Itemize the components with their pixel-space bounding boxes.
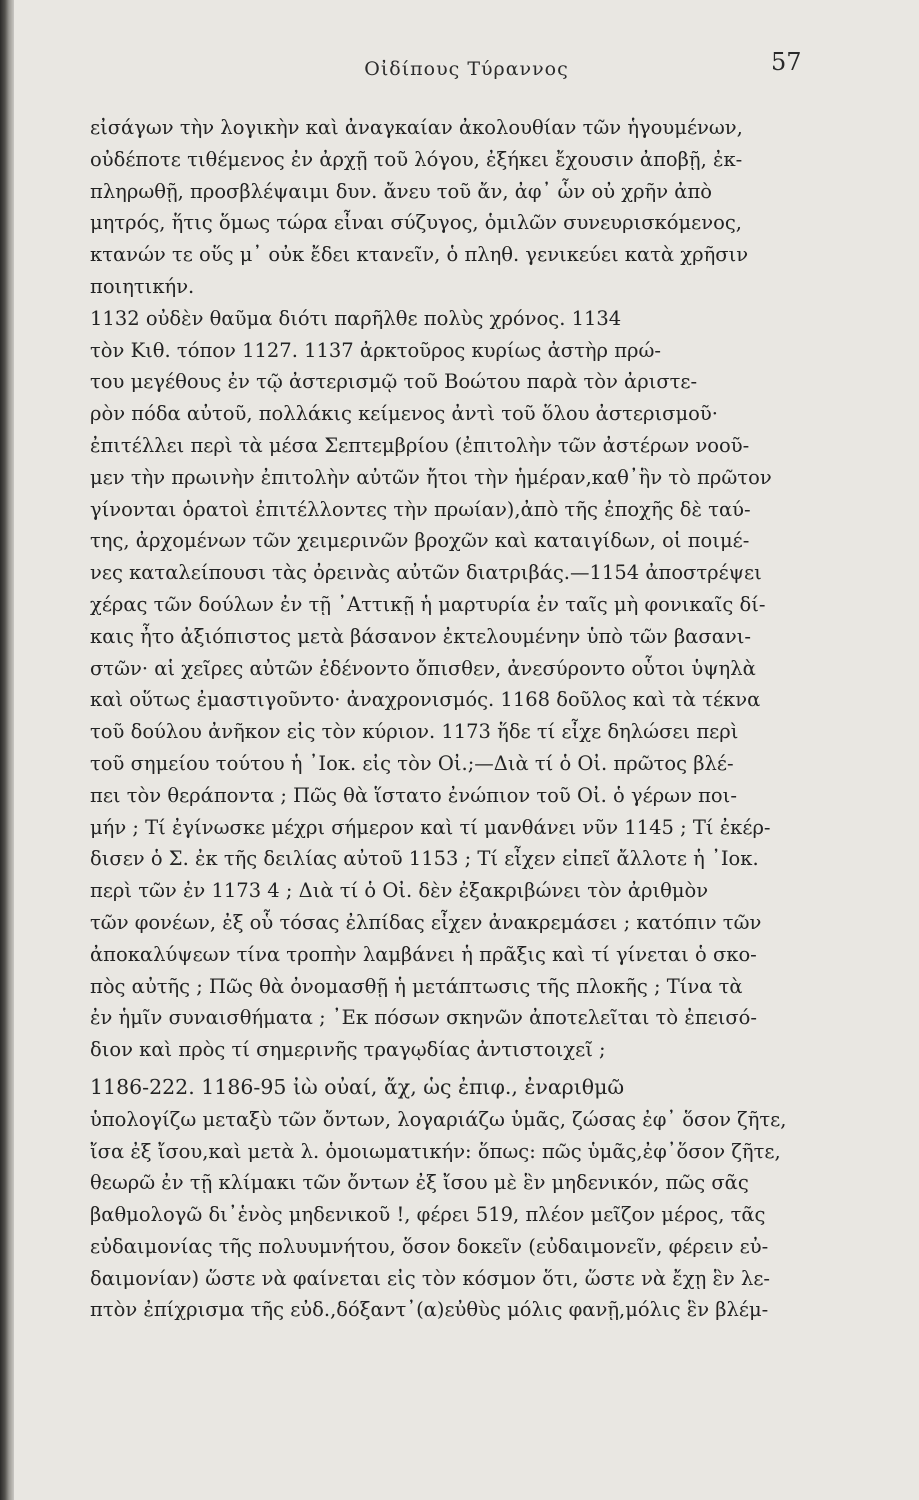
running-head: Οἰδίπους Τύραννος bbox=[364, 58, 569, 80]
text-line: της, ἀρχομένων τῶν χειμερινῶν βροχῶν καὶ καταιγίδων, οἱ ποιμέ- bbox=[90, 529, 750, 553]
page-number: 57 bbox=[771, 48, 802, 76]
text-line: τοῦ δούλου ἀνῆκον εἰς τὸν κύριον. 1173 ἥδε τί εἶχε δηλώσει περὶ bbox=[90, 720, 739, 744]
text-line: εἰσάγων τὴν λογικὴν καὶ ἀναγκαίαν ἀκολουθίαν τῶν ἡγουμένων, bbox=[90, 116, 743, 139]
text-line: μητρός, ἥτις ὅμως τώρα εἶναι σύζυγος, ὁμιλῶν συνευρισκόμενος, bbox=[90, 211, 742, 235]
text-line: ποιητικήν. bbox=[90, 274, 195, 298]
text-line: ἐν ἡμῖν συναισθήματα ; ᾿Εκ πόσων σκηνῶν ἀποτελεῖται τὸ ἐπεισό- bbox=[90, 1006, 757, 1030]
section-heading-line: 1186-222. 1186-95 ἰὼ οὐαί, ἄχ, ὡς ἐπιφ., ἐναριθμῶ bbox=[90, 1074, 625, 1099]
text-line: τοῦ σημείου τούτου ἡ ᾿Ιοκ. εἰς τὸν Οἰ.;—Διὰ τί ὁ Οἰ. πρῶτος βλέ- bbox=[90, 751, 734, 775]
text-line: δισεν ὁ Σ. ἐκ τῆς δειλίας αὐτοῦ 1153 ; Τί εἶχεν εἰπεῖ ἄλλοτε ἡ ᾿Ιοκ. bbox=[90, 847, 759, 871]
text-line: εὐδαιμονίας τῆς πολυυμνήτου, ὅσον δοκεῖν (εὐδαιμονεῖν, φέρειν εὐ- bbox=[90, 1234, 769, 1258]
book-spine-shadow bbox=[0, 0, 14, 1500]
text-line: μεν τὴν πρωινὴν ἐπιτολὴν αὐτῶν ἤτοι τὴν ἡμέραν,καθ᾽ἣν τὸ πρῶτον bbox=[90, 465, 772, 489]
text-line: κτανών τε οὕς μ᾽ οὐκ ἔδει κτανεῖν, ὁ πληθ. γενικεύει κατὰ χρῆσιν bbox=[90, 243, 749, 267]
text-line: βαθμολογῶ δι᾽ἑνὸς μηδενικοῦ !, φέρει 519, πλέον μεῖζον μέρος, τᾶς bbox=[90, 1203, 766, 1227]
text-line: γίνονται ὁρατοὶ ἐπιτέλλοντες τὴν πρωίαν),ἀπὸ τῆς ἐποχῆς δὲ ταύ- bbox=[90, 497, 751, 521]
text-line: 1132 οὐδὲν θαῦμα διότι παρῆλθε πολὺς χρόνος. 1134 bbox=[90, 306, 622, 330]
text-line: ὑπολογίζω μεταξὺ τῶν ὄντων, λογαριάζω ὑμᾶς, ζώσας ἐφ᾽ ὅσον ζῆτε, bbox=[90, 1107, 787, 1131]
text-line: πὸς αὐτῆς ; Πῶς θὰ ὀνομασθῇ ἡ μετάπτωσις τῆς πλοκῆς ; Τίνα τὰ bbox=[90, 974, 743, 998]
text-line: διον καὶ πρὸς τί σημερινῆς τραγῳδίας ἀντιστοιχεῖ ; bbox=[90, 1038, 606, 1062]
text-line: μήν ; Τί ἐγίνωσκε μέχρι σήμερον καὶ τί μανθάνει νῦν 1145 ; Τί ἐκέρ- bbox=[90, 815, 771, 839]
text-line: χέρας τῶν δούλων ἐν τῇ ᾿Αττικῇ ἡ μαρτυρία ἐν ταῖς μὴ φονικαῖς δί- bbox=[90, 592, 766, 616]
text-line: καις ἦτο ἀξιόπιστος μετὰ βάσανον ἐκτελουμένην ὑπὸ τῶν βασανι- bbox=[90, 624, 751, 648]
text-line: στῶν· αἱ χεῖρες αὐτῶν ἐδένοντο ὄπισθεν, ἀνεσύροντο οὗτοι ὑψηλὰ bbox=[90, 656, 756, 680]
text-line: καὶ οὕτως ἐμαστιγοῦντο· ἀναχρονισμός. 1168 δοῦλος καὶ τὰ τέκνα bbox=[90, 688, 761, 712]
text-line: πτὸν ἐπίχρισμα τῆς εὐδ.,δόξαντ᾽(α)εὐθὺς μόλις φανῇ,μόλις ἓν βλέμ- bbox=[90, 1298, 769, 1322]
text-line: ρὸν πόδα αὐτοῦ, πολλάκις κείμενος ἀντὶ τοῦ ὅλου ἀστερισμοῦ· bbox=[90, 402, 718, 426]
commentary-text bbox=[90, 112, 852, 1326]
text-line: ἴσα ἐξ ἴσου,καὶ μετὰ λ. ὁμοιωματικήν: ὅπως: πῶς ὑμᾶς,ἐφ᾽ὅσον ζῆτε, bbox=[90, 1139, 781, 1163]
text-line: πληρωθῇ, προσβλέψαιμι δυν. ἄνευ τοῦ ἄν, ἀφ᾽ ὧν οὐ χρῆν ἀπὸ bbox=[90, 179, 713, 203]
text-line: δαιμονίαν) ὥστε νὰ φαίνεται εἰς τὸν κόσμον ὅτι, ὥστε νὰ ἔχῃ ἓν λε- bbox=[90, 1266, 771, 1290]
text-line: του μεγέθους ἐν τῷ ἀστερισμῷ τοῦ Βοώτου παρὰ τὸν ἀριστε- bbox=[90, 370, 698, 394]
text-line: νες καταλείπουσι τὰς ὀρεινὰς αὐτῶν διατριβάς.—1154 ἀποστρέψει bbox=[90, 561, 762, 585]
book-page bbox=[14, 0, 919, 1500]
text-line: ἀποκαλύψεων τίνα τροπὴν λαμβάνει ἡ πρᾶξις καὶ τί γίνεται ὁ σκο- bbox=[90, 942, 757, 966]
text-line: πει τὸν θεράποντα ; Πῶς θὰ ἵστατο ἐνώπιον τοῦ Οἰ. ὁ γέρων ποι- bbox=[90, 783, 737, 807]
text-line: οὐδέποτε τιθέμενος ἐν ἀρχῇ τοῦ λόγου, ἐξήκει ἔχουσιν ἀποβῇ, ἐκ- bbox=[90, 147, 743, 171]
text-line: περὶ τῶν ἐν 1173 4 ; Διὰ τί ὁ Οἰ. δὲν ἐξακριβώνει τὸν ἀριθμὸν bbox=[90, 879, 709, 903]
text-line: τῶν φονέων, ἐξ οὗ τόσας ἐλπίδας εἶχεν ἀνακρεμάσει ; κατόπιν τῶν bbox=[90, 910, 762, 934]
text-line: ἐπιτέλλει περὶ τὰ μέσα Σεπτεμβρίου (ἐπιτολὴν τῶν ἀστέρων νοοῦ- bbox=[90, 433, 750, 457]
text-line: τὸν Κιθ. τόπον 1127. 1137 ἀρκτοῦρος κυρίως ἀστὴρ πρώ- bbox=[90, 338, 661, 362]
text-line: θεωρῶ ἐν τῇ κλίμακι τῶν ὄντων ἐξ ἴσου μὲ ἓν μηδενικόν, πῶς σᾶς bbox=[90, 1171, 749, 1195]
